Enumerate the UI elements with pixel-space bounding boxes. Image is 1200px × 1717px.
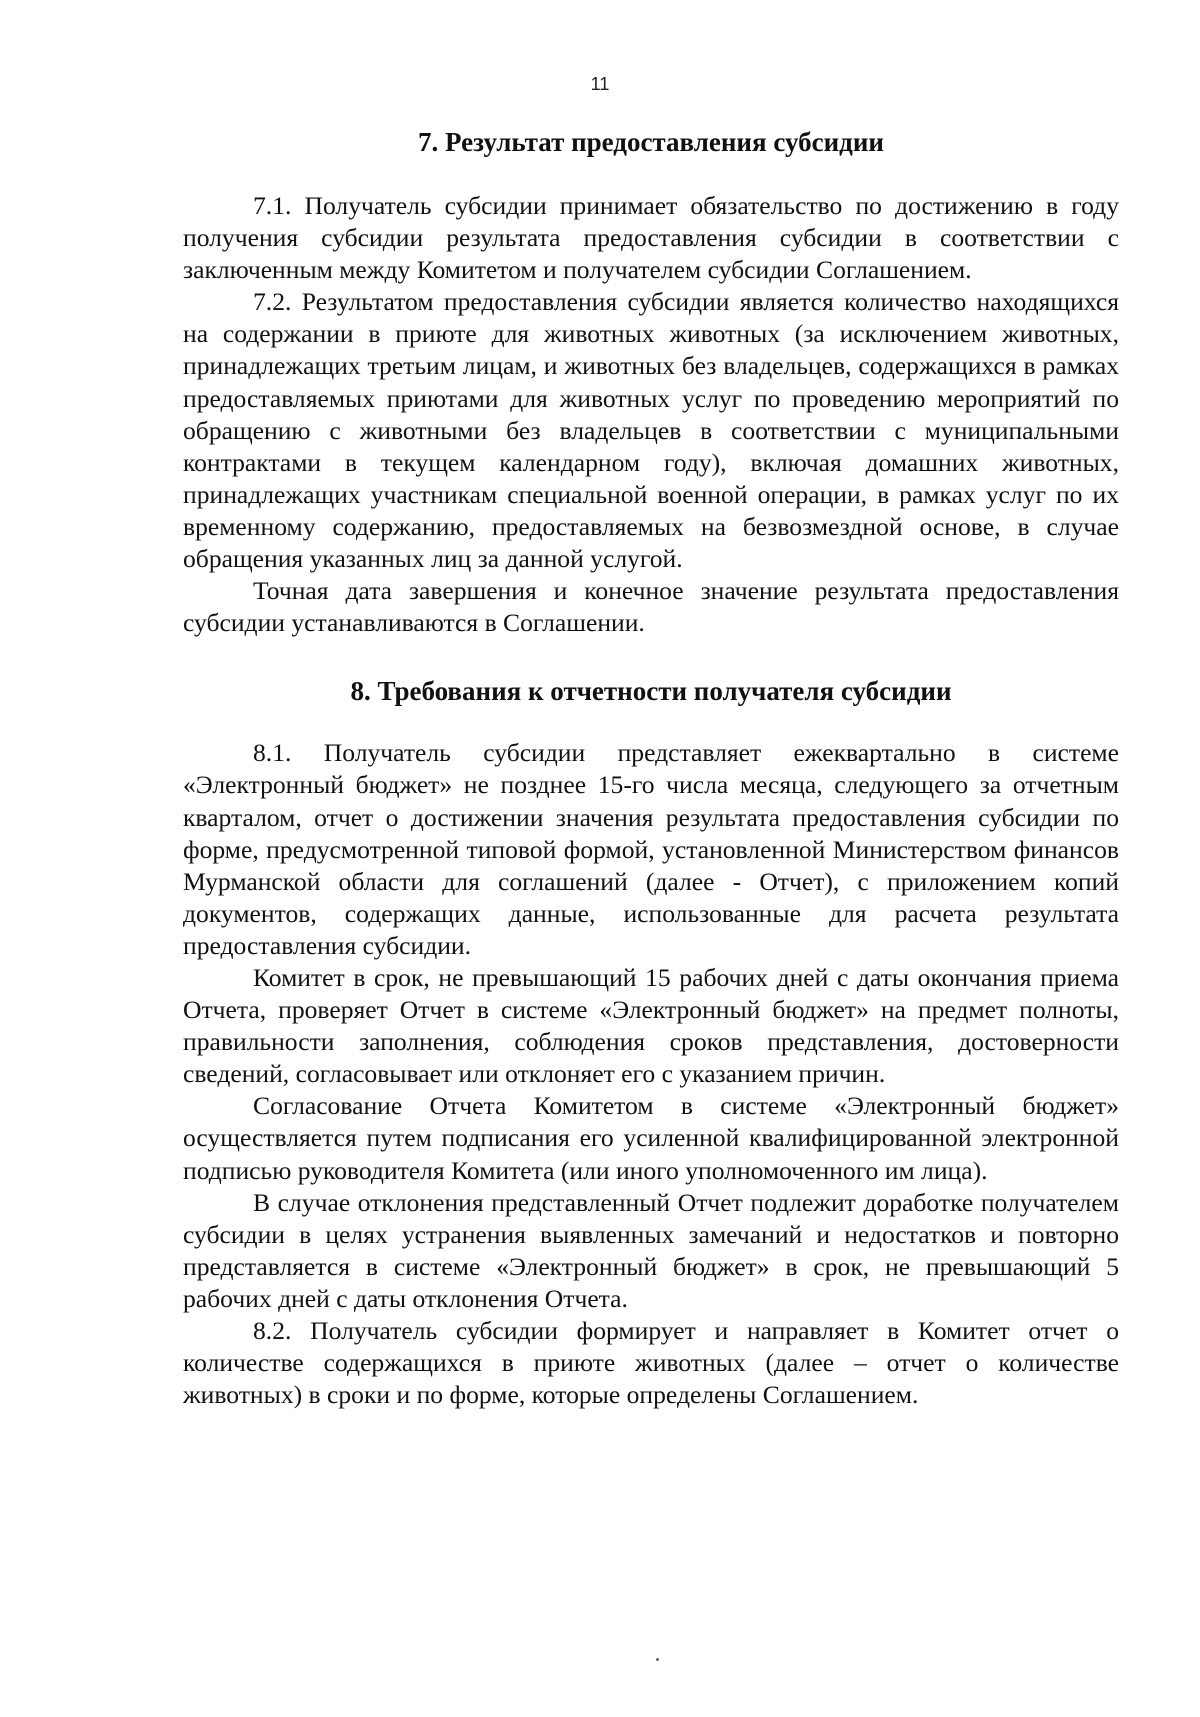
paragraph-7-2-date: Точная дата завершения и конечное значение результата предоставления субсидии устанавливаются в Соглашении. bbox=[183, 576, 1119, 638]
section-8-title: 8. Требования к отчетности получателя субсидии bbox=[350, 676, 952, 707]
paragraph-8-1: 8.1. Получатель субсидии представляет ежеквартально в системе «Электронный бюджет» не позднее 15-го числа месяца, следующего за отчетным кварталом, отчет о достижении значения результата предоставления субсидии по форме, предусмотренной типовой формой, установленной Министерством финансов Мурманской области для соглашений (далее - Отчет), с приложением копий документов, содержащих данные, использованные для расчета результата предоставления субсидии. bbox=[183, 738, 1119, 960]
paragraph-7-2: 7.2. Результатом предоставления субсидии является количество находящихся на содержании в приюте для животных животных (за исключением животных, принадлежащих третьим лицам, и животных без владельцев, содержащихся в рамках предоставляемых приютами для животных услуг по проведению мероприятий по обращению с животными без владельцев в соответствии с муниципальными контрактами в текущем календарном году), включая домашних животных, принадлежащих участникам специальной военной операции, в рамках услуг по их временному содержанию, предоставляемых на безвозмездной основе, в случае обращения указанных лиц за данной услугой. bbox=[183, 287, 1119, 574]
scan-speck bbox=[656, 1658, 659, 1661]
paragraph-8-1-review: Комитет в срок, не превышающий 15 рабочих дней с даты окончания приема Отчета, проверяет Отчет в системе «Электронный бюджет» на предмет полноты, правильности заполнения, соблюдения сроков представления, достоверности сведений, согласовывает или отклоняет его с указанием причин. bbox=[183, 962, 1119, 1089]
paragraph-8-2: 8.2. Получатель субсидии формирует и направляет в Комитет отчет о количестве содержащихся в приюте животных (далее – отчет о количестве животных) в сроки и по форме, которые определены Соглашением. bbox=[183, 1316, 1119, 1410]
paragraph-8-1-approval: Согласование Отчета Комитетом в системе «Электронный бюджет» осуществляется путем подписания его усиленной квалифицированной электронной подписью руководителя Комитета (или иного уполномоченного им лица). bbox=[183, 1091, 1119, 1185]
document-body bbox=[183, 126, 1119, 1411]
paragraph-7-1: 7.1. Получатель субсидии принимает обязательство по достижению в году получения субсидии результата предоставления субсидии в соответствии с заключенным между Комитетом и получателем субсидии Соглашением. bbox=[183, 191, 1119, 285]
paragraph-8-1-rejection: В случае отклонения представленный Отчет подлежит доработке получателем субсидии в целях устранения выявленных замечаний и недостатков и повторно представляется в системе «Электронный бюджет» в срок, не превышающий 5 рабочих дней с даты отклонения Отчета. bbox=[183, 1187, 1119, 1313]
section-7-title: 7. Результат предоставления субсидии bbox=[418, 127, 884, 157]
page-number: 11 bbox=[590, 74, 610, 94]
